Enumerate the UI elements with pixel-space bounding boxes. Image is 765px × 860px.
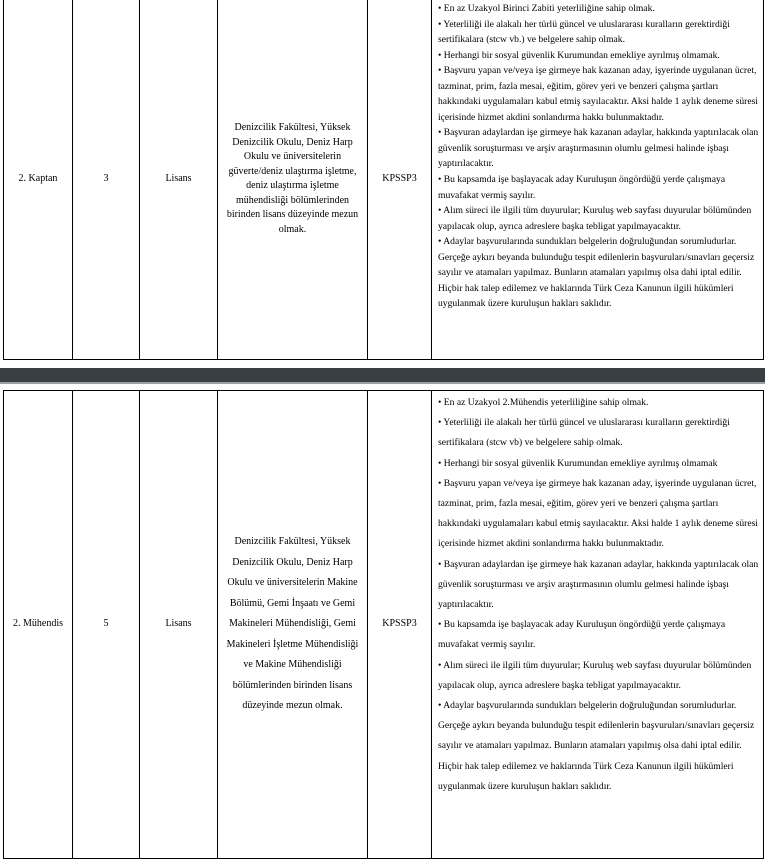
- requirement-item: • Başvuru yapan ve/veya işe girmeye hak kazanan aday, işyerinde uygulanan ücret, tazminat, prim, fazla mesai, eğitim, görev yeri ve benzeri çalışma şartları hakkındaki uygulamaları kabul etmiş sayılacaktır. Aksi halde 1 aylık deneme süresi içerisinde hizmet akdini sonlandırma hakkı bulunmaktadır.: [438, 65, 758, 123]
- requirement-item: • Herhangi bir sosyal güvenlik Kurumundan emekliye ayrılmış olmamak.: [438, 49, 720, 61]
- table-separator-shadow: [0, 382, 765, 384]
- requirement-item: • En az Uzakyol Birinci Zabiti yeterliliğine sahip olmak.: [438, 3, 655, 14]
- departments-cell: Denizcilik Fakültesi, Yüksek Denizcilik Okulu, Deniz Harp Okulu ve üniversitelerin Makine Bölümü, Gemi İnşaatı ve Gemi Makineleri Mühendisliği, Gemi Makineleri İşletme Mühendisliği ve Makine Mühendisliği bölümlerinden birinden lisans düzeyinde mezun olmak.: [218, 391, 368, 859]
- position-cell: 2. Mühendis: [4, 391, 73, 859]
- exam-cell: KPSSP3: [368, 391, 432, 859]
- exam-cell: KPSSP3: [368, 0, 432, 360]
- requirements-cell: [432, 0, 764, 360]
- requirements-cell: [432, 391, 764, 859]
- requirement-item: • Bu kapsamda işe başlayacak aday Kuruluşun öngördüğü yerde çalışmaya muvafakat vermiş sayılır.: [438, 174, 726, 201]
- requirement-item: • En az Uzakyol 2.Mühendis yeterliliğine sahip olmak.: [438, 397, 649, 408]
- count-cell: 3: [73, 0, 140, 360]
- requirement-item: • Herhangi bir sosyal güvenlik Kurumundan emekliye ayrılmış olmamak: [438, 457, 718, 469]
- departments-cell: Denizcilik Fakültesi, Yüksek Denizcilik Okulu, Deniz Harp Okulu ve üniversitelerin güverte/deniz ulaştırma işletme, deniz ulaştırma işletme mühendisliği bölümlerinden birinden lisans düzeyinde mezun olmak.: [218, 0, 368, 360]
- table-row: [4, 391, 764, 859]
- requirement-item: • Yeterliliği ile alakalı her türlü güncel ve uluslararası kuralların gerektirdiği sertifikalara (stcw vb) ve belgelere sahip olmak.: [438, 417, 730, 449]
- requirement-item: • Yeterliliği ile alakalı her türlü güncel ve uluslararası kuralların gerektirdiği sertifikalara (stcw vb.) ve belgelere sahip olmak.: [438, 18, 730, 46]
- table-separator: [0, 368, 765, 382]
- education-cell: Lisans: [140, 0, 218, 360]
- requirement-item: • Alım süreci ile ilgili tüm duyurular; Kuruluş web sayfası duyurular bölümünden yapılacak olup, ayrıca adreslere başka tebligat yapılmayacaktır.: [438, 205, 752, 232]
- requirement-item: • Adaylar başvurularında sundukları belgelerin doğruluğundan sorumludurlar. Gerçeğe aykırı beyanda bulunduğu tespit edilenlerin başvuruları/sınavları geçersiz sayılır ve atamaları yapılmaz. Bunların atamaları yapılmış olsa dahi iptal edilir. Hiçbir hak talep edilemez ve haklarında Türk Ceza Kanunun ilgili hükümleri uygulanmak üzere kuruluşun hakları saklıdır.: [438, 236, 755, 310]
- table-row: [4, 0, 764, 360]
- requirement-item: • Alım süreci ile ilgili tüm duyurular; Kuruluş web sayfası duyurular bölümünden yapılacak olup, ayrıca adreslere başka tebligat yapılmayacaktır.: [438, 659, 752, 691]
- position-cell: 2. Kaptan: [4, 0, 73, 360]
- education-cell: Lisans: [140, 391, 218, 859]
- requirement-item: • Başvuran adaylardan işe girmeye hak kazanan adaylar, hakkında yaptırılacak olan güvenlik soruşturması ve arşiv araştırmasının olumlu gelmesi halinde işbaşı yaptırılacaktır.: [438, 127, 759, 170]
- requirement-item: • Adaylar başvurularında sundukları belgelerin doğruluğundan sorumludurlar. Gerçeğe aykırı beyanda bulunduğu tespit edilenlerin başvuruları/sınavları geçersiz sayılır ve atamaları yapılmaz. Bunların atamaları yapılmış olsa dahi iptal edilir. Hiçbir hak talep edilemez ve haklarında Türk Ceza Kanunun ilgili hükümleri uygulanmak üzere kuruluşun hakları saklıdır.: [438, 700, 755, 792]
- requirement-item: • Başvuru yapan ve/veya işe girmeye hak kazanan aday, işyerinde uygulanan ücret, tazminat, prim, fazla mesai, eğitim, görev yeri ve benzeri çalışma şartları hakkındaki uygulamaları kabul etmiş sayılacaktır. Aksi halde 1 aylık deneme süresi içerisinde hizmet akdini sonlandırma hakkı bulunmaktadır.: [438, 477, 758, 550]
- requirement-item: • Başvuran adaylardan işe girmeye hak kazanan adaylar, hakkında yaptırılacak olan güvenlik soruşturması ve arşiv araştırmasının olumlu gelmesi halinde işbaşı yaptırılacaktır.: [438, 558, 759, 611]
- job-table-muhendis: [3, 390, 764, 859]
- requirement-item: • Bu kapsamda işe başlayacak aday Kuruluşun öngördüğü yerde çalışmaya muvafakat vermiş sayılır.: [438, 619, 726, 651]
- count-cell: 5: [73, 391, 140, 859]
- job-table-kaptan: [3, 0, 764, 360]
